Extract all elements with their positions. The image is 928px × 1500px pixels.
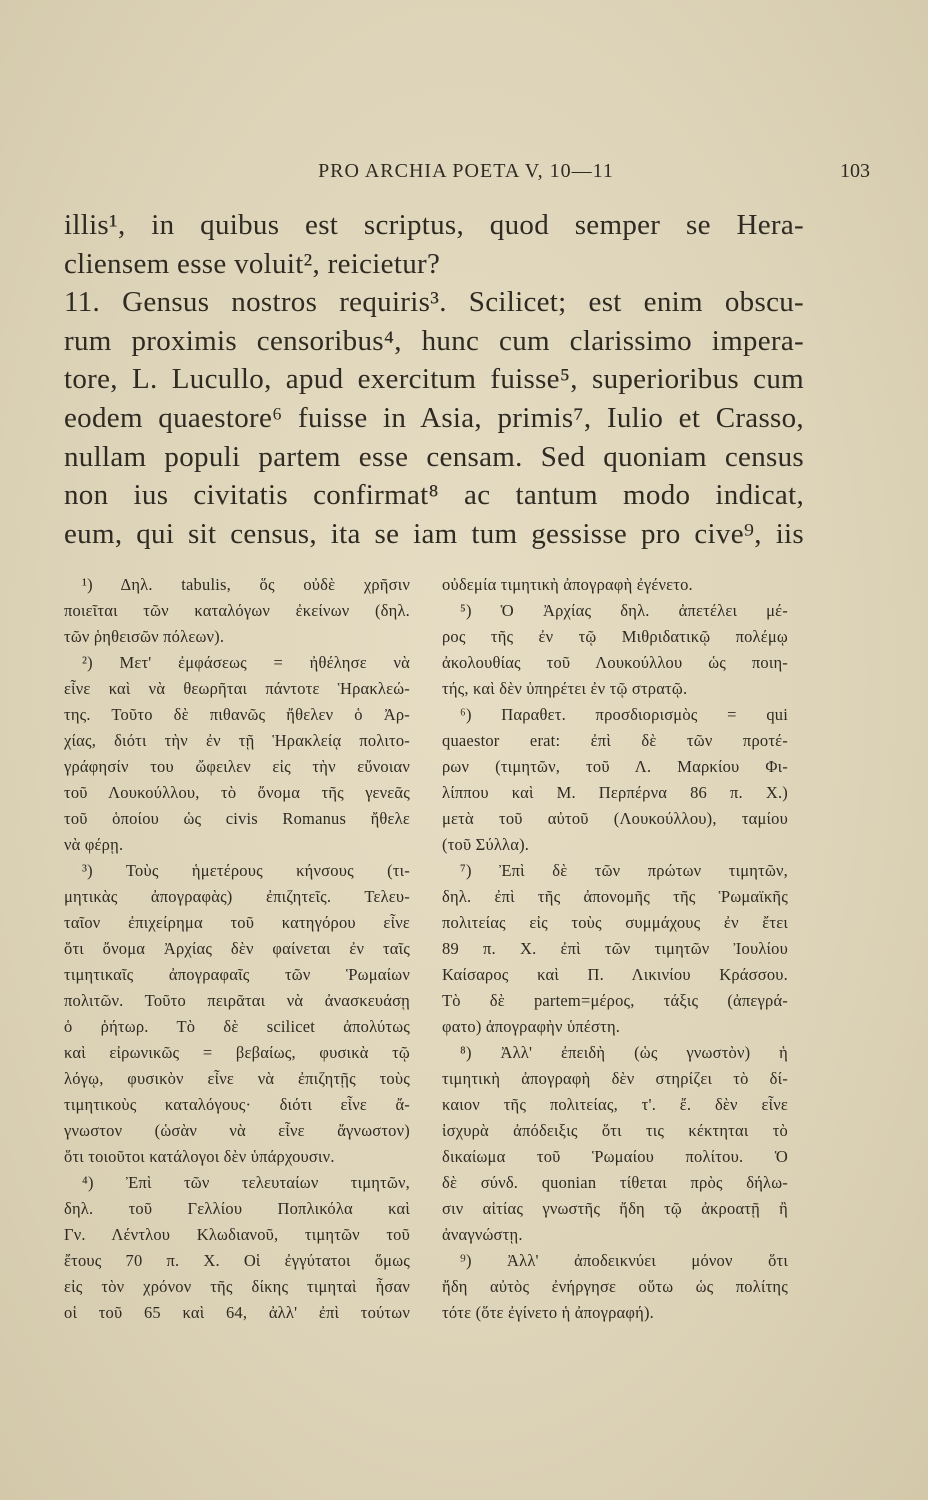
footnote-line: μετὰ τοῦ αὐτοῦ (Λουκούλλου), ταμίου (442, 809, 788, 828)
footnote-line: χίας, διότι τὴν ἐν τῇ Ἡρακλείᾳ πολιτο- (64, 731, 410, 750)
footnote-line: λόγῳ, φυσικὸν εἶνε νὰ ἐπιζητῇς τοὺς (64, 1069, 410, 1088)
footnote-line: τιμητικοὺς καταλόγους· διότι εἶνε ἄ- (64, 1095, 410, 1114)
footnote-line: δὲ σύνδ. quonian τίθεται πρὸς δήλω- (442, 1173, 788, 1192)
footnote-line: ποιεῖται τῶν καταλόγων ἐκείνων (δηλ. (64, 601, 410, 620)
footnote-line: ⁸) Ἀλλ' ἐπειδὴ (ὡς γνωστὸν) ἡ (460, 1043, 788, 1062)
footnote-line: ⁹) Ἀλλ' ἀποδεικνύει μόνον ὅτι (460, 1251, 788, 1270)
footnote-line: (τοῦ Σύλλα). (442, 835, 530, 854)
footnote-line: νὰ φέρῃ. (64, 835, 124, 854)
main-text-line: illis¹, in quibus est scriptus, quod semper se Hera- (64, 209, 804, 241)
footnote-line: ταῖον ἐπιχείρημα τοῦ κατηγόρου εἶνε (64, 913, 410, 932)
footnote-line: quaestor erat: ἐπὶ δὲ τῶν προτέ- (442, 731, 788, 750)
footnote-line: ρος τῆς ἐν τῷ Μιθριδατικῷ πολέμῳ (442, 627, 788, 646)
footnote-line: λίππου καὶ Μ. Περπέρνα 86 π. Χ.) (442, 783, 788, 802)
footnote-line: ⁷) Ἐπὶ δὲ τῶν πρώτων τιμητῶν, (460, 861, 788, 880)
footnote-line: σιν αἰτίας γνωστῆς ἤδη τῷ ἀκροατῇ ἢ (442, 1199, 788, 1218)
footnote-line: εἰς τὸν χρόνον τῆς δίκης τιμηταὶ ἦσαν (64, 1277, 410, 1296)
footnote-line: οὐδεμία τιμητικὴ ἀπογραφὴ ἐγένετο. (442, 575, 693, 594)
footnote-line: καιον τῆς πολιτείας, τ'. ἔ. δὲν εἶνε (442, 1095, 788, 1114)
footnote-line: τῶν ῥηθεισῶν πόλεων). (64, 627, 225, 646)
running-title: PRO ARCHIA POETA V, 10—11 (318, 160, 614, 182)
footnote-line: ὅτι ὄνομα Ἀρχίας δὲν φαίνεται ἐν ταῖς (64, 939, 410, 958)
footnote-line: ρων (τιμητῶν, τοῦ Λ. Μαρκίου Φι- (442, 757, 788, 776)
footnote-line: ἀναγνώστῃ. (442, 1225, 523, 1244)
page-number: 103 (840, 160, 870, 182)
footnote-line: 89 π. Χ. ἐπὶ τῶν τιμητῶν Ἰουλίου (442, 939, 788, 958)
main-text-line: nullam populi partem esse censam. Sed quoniam census (64, 440, 804, 473)
main-text-line: tore, L. Lucullo, apud exercitum fuisse⁵, superioribus cum (64, 363, 804, 396)
footnote-line: τοῦ Λουκούλλου, τὸ ὄνομα τῆς γενεᾶς (64, 783, 410, 802)
footnote-line: ³) Τοὺς ἡμετέρους κήνσους (τι- (82, 861, 410, 880)
page-header (62, 160, 870, 190)
footnote-line: τότε (ὅτε ἐγίνετο ἡ ἀπογραφή). (442, 1303, 654, 1322)
footnote-line: δηλ. τοῦ Γελλίου Ποπλικόλα καὶ (64, 1199, 410, 1218)
main-text-line: non ius civitatis confirmat⁸ ac tantum modo indicat, (64, 479, 804, 512)
footnote-line: ¹) Δηλ. tabulis, ὅς οὐδὲ χρῆσιν (82, 575, 410, 594)
footnote-line: ἔτους 70 π. Χ. Οἱ ἐγγύτατοι ὅμως (64, 1251, 410, 1270)
footnote-line: ²) Μετ' ἐμφάσεως = ἠθέλησε νὰ (82, 653, 410, 672)
footnote-line: ⁴) Ἐπὶ τῶν τελευταίων τιμητῶν, (82, 1173, 410, 1192)
footnote-line: ἰσχυρὰ ἀπόδειξις ὅτι τις κέκτηται τὸ (442, 1121, 788, 1140)
footnote-line: τιμητικὴ ἀπογραφὴ δὲν στηρίζει τὸ δί- (442, 1069, 788, 1088)
footnote-line: Καίσαρος καὶ Π. Λικινίου Κράσσου. (442, 965, 788, 984)
footnote-line: καὶ εἰρωνικῶς = βεβαίως, φυσικὰ τῷ (64, 1043, 410, 1062)
main-text-line: eum, qui sit census, ita se iam tum gessisse pro cive⁹, iis (64, 517, 804, 550)
footnote-line: πολιτῶν. Τοῦτο πειρᾶται νὰ ἀνασκευάσῃ (64, 991, 410, 1010)
footnote-line: τοῦ ὁποίου ὡς civis Romanus ἤθελε (64, 809, 410, 828)
footnote-line: γράφησίν του ὤφειλεν εἰς τὴν εὔνοιαν (64, 757, 410, 776)
footnote-line: ἀκολουθίας τοῦ Λουκούλλου ὡς ποιη- (442, 653, 788, 672)
footnote-line: Τὸ δὲ partem=μέρος, τάξις (ἀπεγρά- (442, 991, 788, 1010)
main-text-line: eodem quaestore⁶ fuisse in Asia, primis⁷, Iulio et Crasso, (64, 401, 804, 434)
footnote-line: οἱ τοῦ 65 καὶ 64, ἀλλ' ἐπὶ τούτων (64, 1303, 410, 1322)
footnote-line: γνωστον (ὡσὰν νὰ εἶνε ἄγνωστον) (64, 1121, 410, 1140)
main-text-line: rum proximis censoribus⁴, hunc cum clarissimo impera- (64, 324, 804, 357)
footnote-line: ὅτι τοιοῦτοι κατάλογοι δὲν ὑπάρχουσιν. (64, 1147, 335, 1166)
footnote-line: ⁵) Ὁ Ἀρχίας δηλ. ἀπετέλει μέ- (460, 601, 788, 620)
footnote-line: Γν. Λέντλου Κλωδιανοῦ, τιμητῶν τοῦ (64, 1225, 410, 1244)
footnote-line: ὁ ῥήτωρ. Τὸ δὲ scilicet ἀπολύτως (64, 1017, 410, 1036)
footnote-line: πολιτείας εἰς τοὺς συμμάχους ἐν ἔτει (442, 913, 788, 932)
footnote-line: ⁶) Παραθετ. προσδιορισμὸς = qui (460, 705, 788, 724)
latin-main-text (64, 206, 804, 553)
footnote-line: εἶνε καὶ νὰ θεωρῆται πάντοτε Ἡρακλεώ- (64, 679, 410, 698)
footnote-line: τής, καὶ δὲν ὑπηρέτει ἐν τῷ στρατῷ. (442, 679, 688, 698)
footnote-line: της. Τοῦτο δὲ πιθανῶς ἤθελεν ὁ Ἀρ- (64, 705, 410, 724)
footnote-line: δικαίωμα τοῦ Ῥωμαίου πολίτου. Ὁ (442, 1147, 788, 1166)
main-text-line: 11. Gensus nostros requiris³. Scilicet; est enim obscu- (64, 286, 804, 319)
footnotes-right-column (442, 572, 788, 1326)
footnotes-left-column (64, 572, 410, 1326)
footnote-line: μητικὰς ἀπογραφὰς) ἐπιζητεῖς. Τελευ- (64, 887, 410, 906)
footnote-line: φατο) ἀπογραφὴν ὑπέστη. (442, 1017, 621, 1036)
footnote-line: τιμητικαῖς ἀπογραφαῖς τῶν Ῥωμαίων (64, 965, 410, 984)
footnote-line: ἤδη αὐτὸς ἐνήργησε οὕτω ὡς πολίτης (442, 1277, 788, 1296)
footnote-line: δηλ. ἐπὶ τῆς ἀπονομῆς τῆς Ῥωμαϊκῆς (442, 887, 788, 906)
main-text-line: cliensem esse voluit², reicietur? (64, 247, 441, 280)
